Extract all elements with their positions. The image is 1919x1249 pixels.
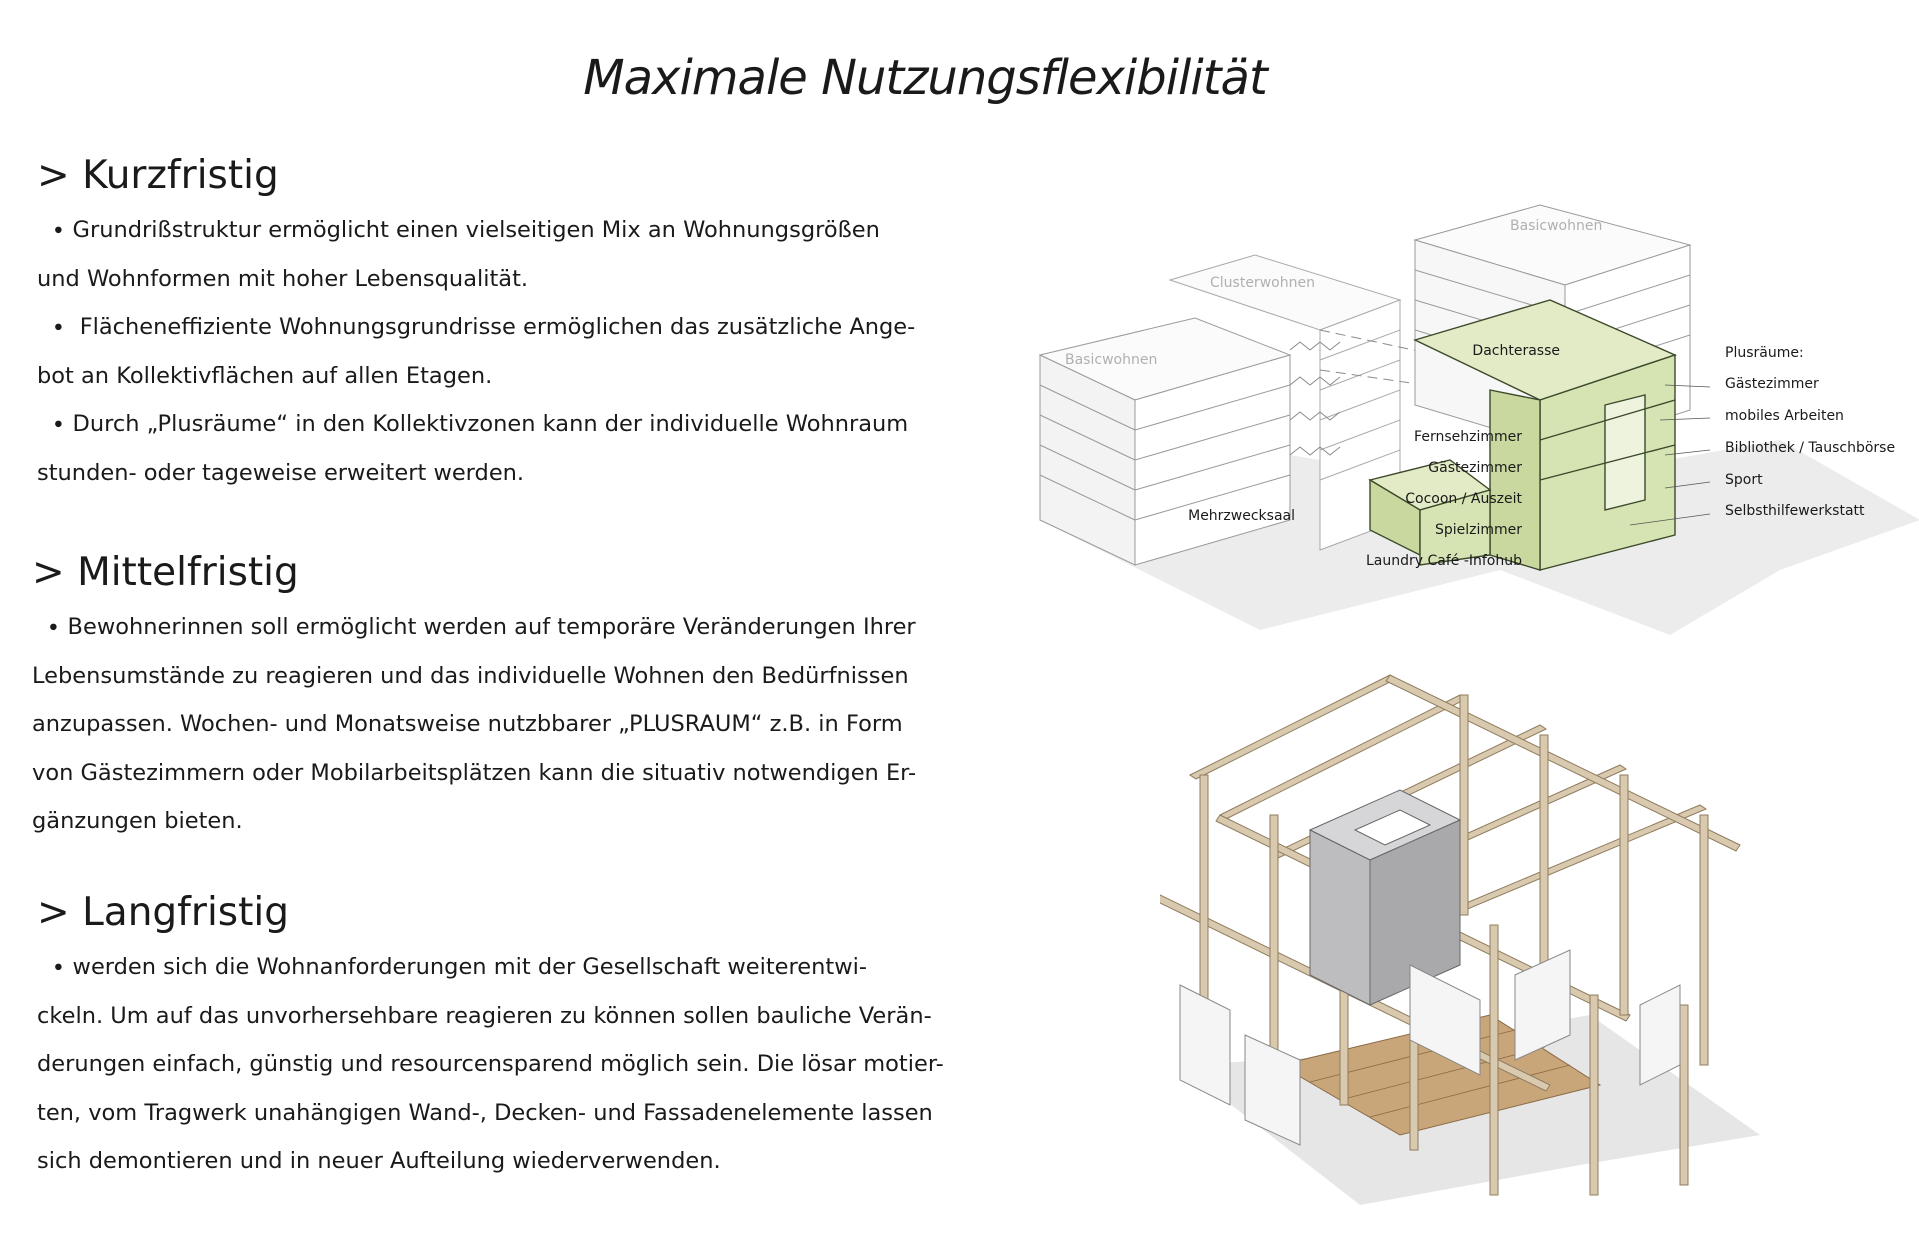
label-spielzimmer: Spielzimmer (1434, 522, 1522, 538)
section-body (32, 603, 932, 846)
section-heading: > Mittelfristig (32, 550, 299, 595)
label-gaestezimmer-inner: Gästezimmer (1428, 460, 1522, 476)
text-line: ∙ Flächeneffiziente Wohnungsgrundrisse ermöglichen das zusätzliche Ange- (37, 314, 916, 340)
text-line: bot an Kollektivflächen auf allen Etagen. (37, 362, 493, 389)
label-basicwohnen-left: Basicwohnen (1065, 352, 1158, 368)
label-basicwohnen-right: Basicwohnen (1510, 218, 1603, 234)
label-mehrzwecksaal: Mehrzwecksaal (1188, 508, 1295, 524)
label-cocoon: Cocoon / Auszeit (1405, 491, 1522, 507)
section-heading: > Kurzfristig (37, 153, 279, 198)
text-line: von Gästezimmern oder Mobilarbeitsplätzen kann die situativ notwendigen Er- (32, 759, 917, 786)
text-line: ∙ werden sich die Wohnanforderungen mit der Gesellschaft weiterentwi- (37, 954, 867, 980)
text-line: gänzungen bieten. (32, 808, 243, 834)
legend-title: Plusräume: (1725, 345, 1804, 361)
section-kurzfristig (37, 153, 937, 497)
text-line: derungen einfach, günstig und resourcensparend möglich sein. Die lösar motier- (37, 1051, 944, 1077)
text-line: stunden- oder tageweise erweitert werden. (37, 459, 525, 486)
text-line: ∙ Durch „Plusräume“ in den Kollektivzonen kann der individuelle Wohnraum (37, 411, 909, 437)
legend-item: mobiles Arbeiten (1725, 408, 1844, 424)
text-line: sich demontieren und in neuer Aufteilung wiederverwenden. (37, 1148, 721, 1174)
text-line: ∙ Grundrißstruktur ermöglicht einen vielseitigen Mix an Wohnungsgrößen (37, 217, 880, 243)
label-dachterasse: Dachterasse (1472, 343, 1560, 359)
text-line: ten, vom Tragwerk unahängigen Wand-, Decken- und Fassadenelemente lassen (37, 1099, 933, 1126)
text-line: Lebensumstände zu reagieren und das individuelle Wohnen den Bedürfnissen (32, 662, 909, 689)
legend-item: Bibliothek / Tauschbörse (1725, 440, 1896, 456)
plusraum-axonometric-diagram (1020, 190, 1919, 640)
label-fernsehzimmer: Fernsehzimmer (1414, 429, 1522, 445)
legend-item: Selbsthilfewerkstatt (1725, 503, 1865, 519)
section-mittelfristig (32, 550, 932, 846)
legend-item: Sport (1725, 472, 1763, 488)
timber-structure-diagram (1160, 665, 1780, 1245)
building-core (1310, 790, 1460, 1005)
section-body (37, 943, 944, 1186)
section-heading: > Langfristig (37, 890, 289, 935)
text-line: anzupassen. Wochen- und Monatsweise nutzbbarer „PLUSRAUM“ z.B. in Form (32, 711, 903, 737)
section-langfristig (37, 890, 944, 1186)
legend-item: Gästezimmer (1725, 376, 1819, 392)
text-line: ∙ Bewohnerinnen soll ermöglicht werden auf temporäre Veränderungen Ihrer (32, 614, 916, 640)
label-laundry: Laundry Café -Infohub (1365, 553, 1522, 569)
section-body (37, 206, 937, 497)
text-line: und Wohnformen mit hoher Lebensqualität. (37, 265, 529, 292)
page-title: Maximale Nutzungsflexibilität (583, 50, 1267, 106)
label-clusterwohnen: Clusterwohnen (1210, 275, 1315, 291)
text-line: ckeln. Um auf das unvorhersehbare reagieren zu können sollen bauliche Verän- (37, 1002, 932, 1029)
